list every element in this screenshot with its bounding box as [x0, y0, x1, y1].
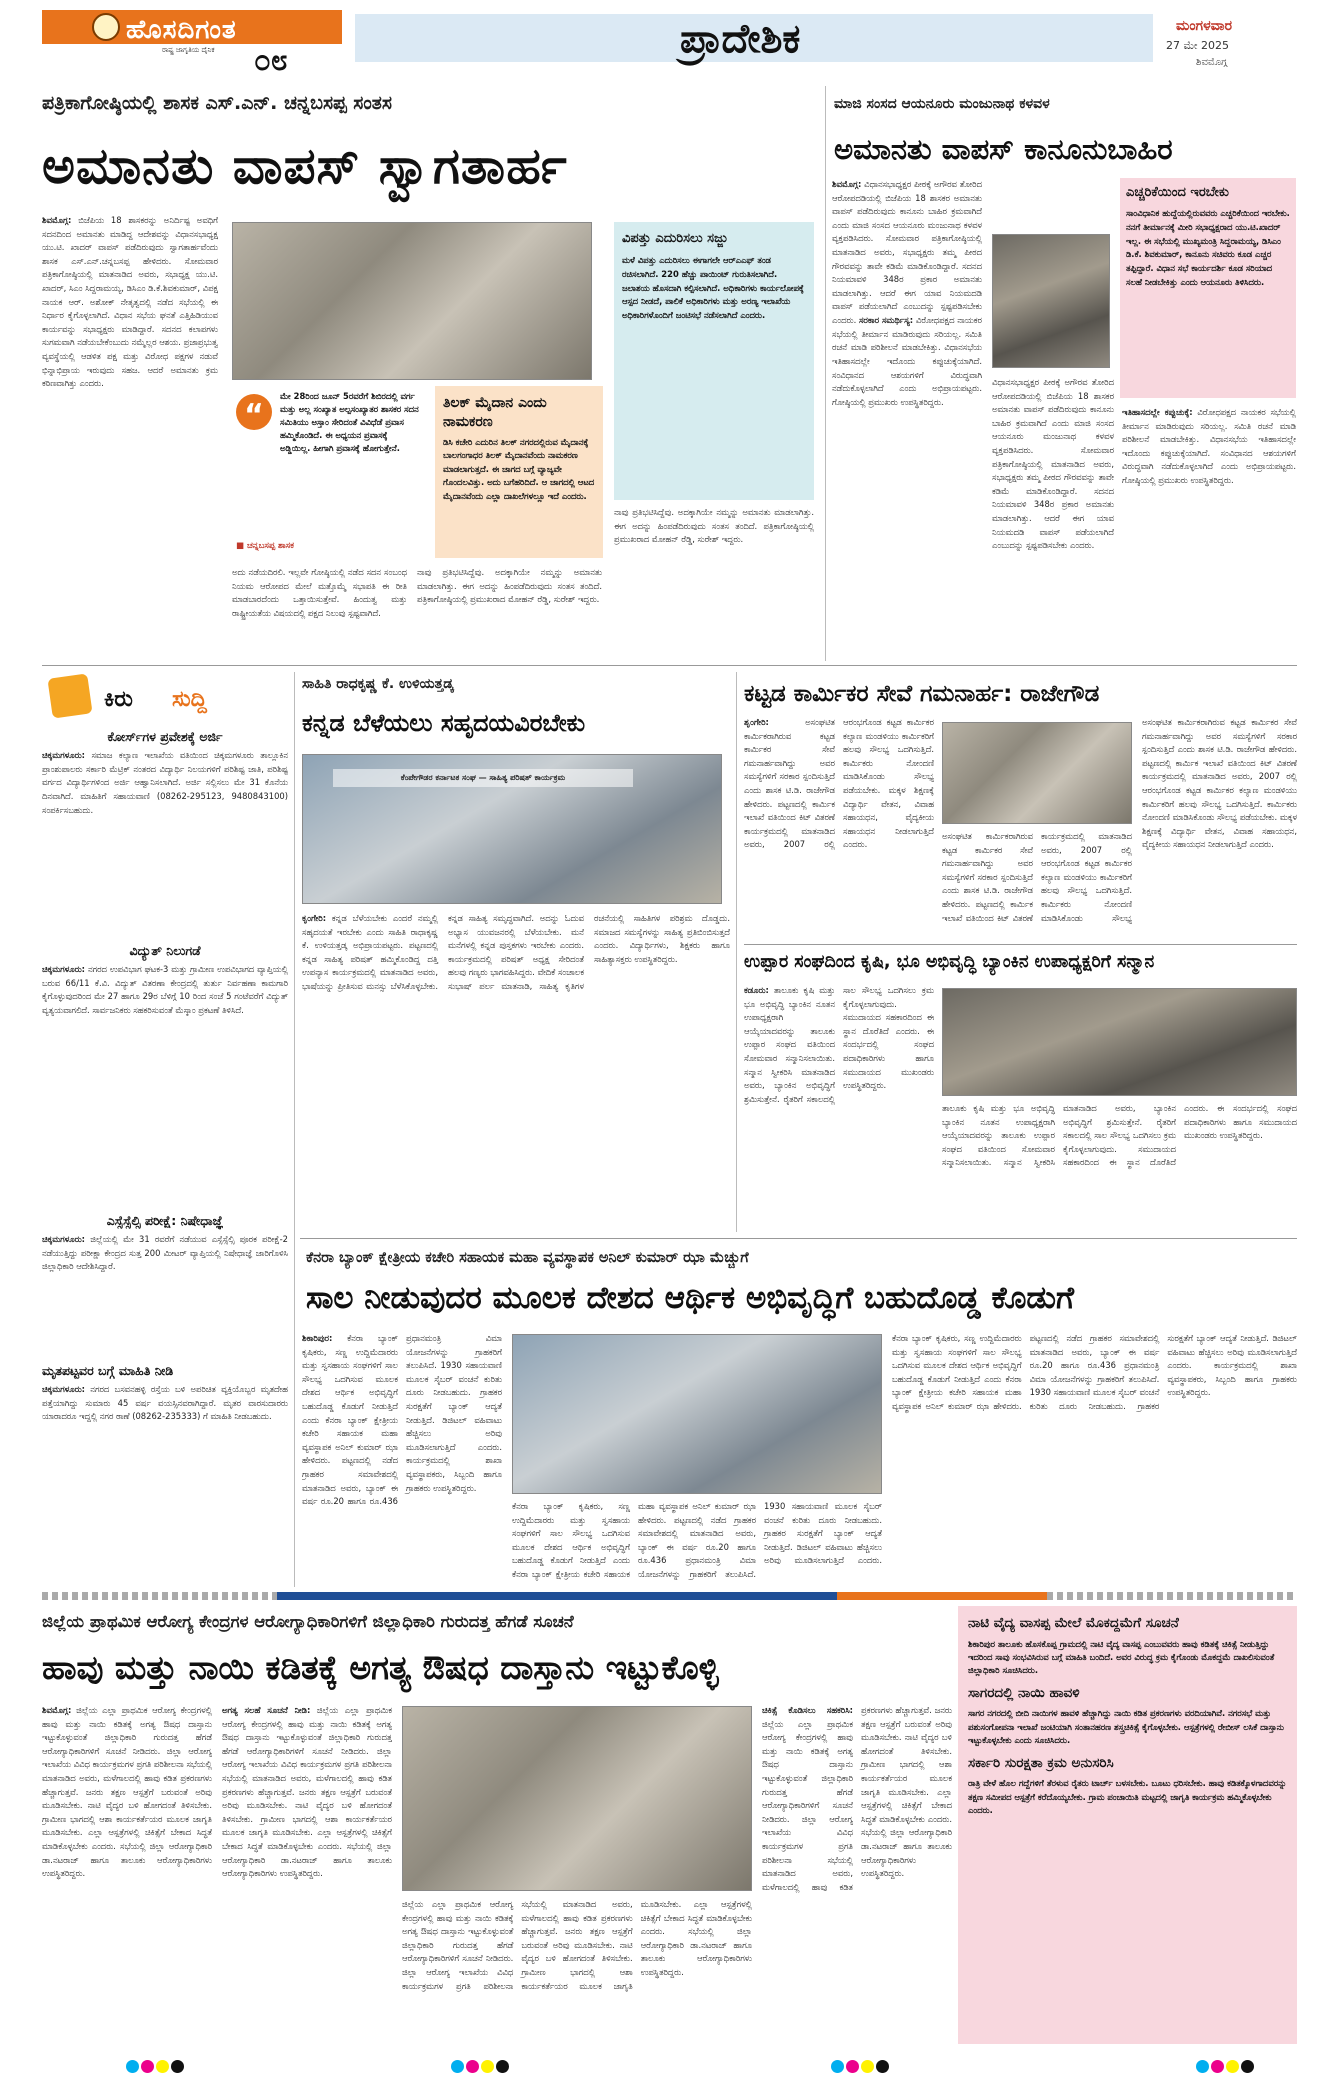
- registration-dot: [846, 2060, 859, 2073]
- story3-banner: ಕೆಂಪೇಗೌಡರ ಕರ್ನಾಟಕ ಸಂಘ — ಸಾಹಿತ್ಯ ಪರಿಷತ್ ಕಾರ್ಯಕ್ರಮ: [333, 769, 633, 787]
- divider-kirusuddi: [294, 672, 295, 1587]
- divider-row1: [42, 665, 1297, 666]
- registration-dot: [1196, 2060, 1209, 2073]
- masthead-tagline: ರಾಷ್ಟ್ರ ಜಾಗೃತಿಯ ದೈನಿಕ: [162, 46, 215, 54]
- story4-body-left: [744, 716, 934, 938]
- story7-body-under: ಜಿಲ್ಲೆಯ ಎಲ್ಲಾ ಪ್ರಾಥಮಿಕ ಆರೋಗ್ಯ ಕೇಂದ್ರಗಳಲ್ಲಿ ಹಾವು ಮತ್ತು ನಾಯಿ ಕಡಿತಕ್ಕೆ ಅಗತ್ಯ ಔಷಧ ದಾಸ್ತಾನು ಇಟ್ಟುಕೊಳ್ಳುವಂತೆ ಜಿಲ್ಲಾಧಿಕಾರಿ ಗುರುದತ್ತ ಹೆಗಡೆ ಆರೋಗ್ಯಾಧಿಕಾರಿಗಳಿಗೆ ಸೂಚನೆ ನೀಡಿದರು. ಜಿಲ್ಲಾ ಆರೋಗ್ಯ ಇಲಾಖೆಯ ವಿವಿಧ ಕಾರ್ಯಕ್ರಮಗಳ ಪ್ರಗತಿ ಪರಿಶೀಲನಾ ಸಭೆಯಲ್ಲಿ ಮಾತನಾಡಿದ ಅವರು, ಮಳೆಗಾಲದಲ್ಲಿ ಹಾವು ಕಡಿತ ಪ್ರಕರಣಗಳು ಹೆಚ್ಚಾಗುತ್ತವೆ. ಜನರು ತಕ್ಷಣ ಆಸ್ಪತ್ರೆಗೆ ಬರುವಂತೆ ಅರಿವು ಮೂಡಿಸಬೇಕು. ನಾಟಿ ವೈದ್ಯರ ಬಳಿ ಹೋಗದಂತೆ ತಿಳಿಸಬೇಕು. ಗ್ರಾಮೀಣ ಭಾಗದಲ್ಲಿ ಆಶಾ ಕಾರ್ಯಕರ್ತೆಯರ ಮೂಲಕ ಜಾಗೃತಿ ಮೂಡಿಸಬೇಕು. ಎಲ್ಲಾ ಆಸ್ಪತ್ರೆಗಳಲ್ಲಿ ಚಿಕಿತ್ಸೆಗೆ ಬೇಕಾದ ಸಿದ್ಧತೆ ಮಾಡಿಕೊಳ್ಳಬೇಕು ಎಂದರು. ಸಭೆಯಲ್ಲಿ ಜಿಲ್ಲಾ ಆರೋಗ್ಯಾಧಿಕಾರಿ ಡಾ.ನಟರಾಜ್ ಹಾಗೂ ತಾಲೂಕು ಆರೋಗ್ಯಾಧಿಕಾರಿಗಳು ಉಪಸ್ಥಿತರಿದ್ದರು.: [402, 1899, 752, 1991]
- story4-body-text: ಅಸಂಘಟಿತ ಕಾರ್ಮಿಕರಾಗಿರುವ ಕಟ್ಟಡ ಕಾರ್ಮಿಕರ ಸೇವೆ ಗಮನಾರ್ಹವಾಗಿದ್ದು ಅವರ ಸಮಸ್ಯೆಗಳಿಗೆ ಸರಕಾರ ಸ್ಪಂದಿಸುತ್ತಿದೆ ಎಂದು ಶಾಸಕ ಟಿ.ಡಿ. ರಾಜೇಗೌಡ ಹೇಳಿದರು. ಪಟ್ಟಣದಲ್ಲಿ ಕಾರ್ಮಿಕ ಇಲಾಖೆ ವತಿಯಿಂದ ಕಿಟ್ ವಿತರಣೆ ಕಾರ್ಯಕ್ರಮದಲ್ಲಿ ಮಾತನಾಡಿದ ಅವರು, 2007 ರಲ್ಲಿ ಆರಂಭಗೊಂಡ ಕಟ್ಟಡ ಕಾರ್ಮಿಕರ ಕಲ್ಯಾಣ ಮಂಡಳಿಯು ಕಾರ್ಮಿಕರಿಗೆ ಹಲವು ಸೌಲಭ್ಯ ಒದಗಿಸುತ್ತಿದೆ. ಕಾರ್ಮಿಕರು ನೋಂದಣಿ ಮಾಡಿಸಿಕೊಂಡು ಸೌಲಭ್ಯ ಪಡೆಯಬೇಕು. ಮಕ್ಕಳ ಶಿಕ್ಷಣಕ್ಕೆ ವಿದ್ಯಾರ್ಥಿ ವೇತನ, ವಿವಾಹ ಸಹಾಯಧನ, ವೈದ್ಯಕೀಯ ಸಹಾಯಧನ ನೀಡಲಾಗುತ್ತಿದೆ ಎಂದರು.: [744, 717, 934, 850]
- story-kannada-beleyalu: [302, 672, 730, 1232]
- kirusuddi-item-body: [42, 1383, 288, 1424]
- story1-pullquote-box: [232, 384, 420, 559]
- story-havu-nayi: [42, 1606, 952, 2046]
- story2-sub2: ಇತಿಹಾಸದಲ್ಲೇ ಕಪ್ಪುಚುಕ್ಕೆ:: [1122, 407, 1193, 417]
- story7-body-text: ಜಿಲ್ಲೆಯ ಎಲ್ಲಾ ಪ್ರಾಥಮಿಕ ಆರೋಗ್ಯ ಕೇಂದ್ರಗಳಲ್ಲಿ ಹಾವು ಮತ್ತು ನಾಯಿ ಕಡಿತಕ್ಕೆ ಅಗತ್ಯ ಔಷಧ ದಾಸ್ತಾನು ಇಟ್ಟುಕೊಳ್ಳುವಂತೆ ಜಿಲ್ಲಾಧಿಕಾರಿ ಗುರುದತ್ತ ಹೆಗಡೆ ಆರೋಗ್ಯಾಧಿಕಾರಿಗಳಿಗೆ ಸೂಚನೆ ನೀಡಿದರು. ಜಿಲ್ಲಾ ಆರೋಗ್ಯ ಇಲಾಖೆಯ ವಿವಿಧ ಕಾರ್ಯಕ್ರಮಗಳ ಪ್ರಗತಿ ಪರಿಶೀಲನಾ ಸಭೆಯಲ್ಲಿ ಮಾತನಾಡಿದ ಅವರು, ಮಳೆಗಾಲದಲ್ಲಿ ಹಾವು ಕಡಿತ ಪ್ರಕರಣಗಳು ಹೆಚ್ಚಾಗುತ್ತವೆ. ಜನರು ತಕ್ಷಣ ಆಸ್ಪತ್ರೆಗೆ ಬರುವಂತೆ ಅರಿವು ಮೂಡಿಸಬೇಕು. ನಾಟಿ ವೈದ್ಯರ ಬಳಿ ಹೋಗದಂತೆ ತಿಳಿಸಬೇಕು. ಗ್ರಾಮೀಣ ಭಾಗದಲ್ಲಿ ಆಶಾ ಕಾರ್ಯಕರ್ತೆಯರ ಮೂಲಕ ಜಾಗೃತಿ ಮೂಡಿಸಬೇಕು. ಎಲ್ಲಾ ಆಸ್ಪತ್ರೆಗಳಲ್ಲಿ ಚಿಕಿತ್ಸೆಗೆ ಬೇಕಾದ ಸಿದ್ಧತೆ ಮಾಡಿಕೊಳ್ಳಬೇಕು ಎಂದರು. ಸಭೆಯಲ್ಲಿ ಜಿಲ್ಲಾ ಆರೋಗ್ಯಾಧಿಕಾರಿ ಡಾ.ನಟರಾಜ್ ಹಾಗೂ ತಾಲೂಕು ಆರೋಗ್ಯಾಧಿಕಾರಿಗಳು ಉಪಸ್ಥಿತರಿದ್ದರು.: [42, 1705, 212, 1879]
- story7-dateline: ಶಿವಮೊಗ್ಗ:: [42, 1705, 72, 1715]
- masthead-date: 27 ಮೇ 2025: [1166, 39, 1230, 52]
- story7-body-col1: [42, 1704, 212, 2044]
- story2-body-col3: [1122, 406, 1296, 656]
- story5-headline: ಉಪ್ಪಾರ ಸಂಘದಿಂದ ಕೃಷಿ, ಭೂ ಅಭಿವೃದ್ಧಿ ಬ್ಯಾಂಕಿನ ಉಪಾಧ್ಯಕ್ಷರಿಗೆ ಸನ್ಮಾನ: [744, 952, 1155, 972]
- kirusuddi-item-text: ನಗರದ ಉಪವಿಭಾಗ ಘಟಕ-3 ಮತ್ತು ಗ್ರಾಮೀಣ ಉಪವಿಭಾಗದ ವ್ಯಾಪ್ತಿಯಲ್ಲಿ ಬರುವ 66/11 ಕೆ.ವಿ. ವಿದ್ಯುತ್ ವಿತರಣಾ ಕೇಂದ್ರದಲ್ಲಿ ತುರ್ತು ನಿರ್ವಹಣಾ ಕಾಮಗಾರಿ ಕೈಗೊಳ್ಳುವುದರಿಂದ ಮೇ 27 ಹಾಗೂ 29ರ ಬೆಳಿಗ್ಗೆ 10 ರಿಂದ ಸಂಜೆ 5 ಗಂಟೆವರೆಗೆ ವಿದ್ಯುತ್ ವ್ಯತ್ಯಯವಾಗಲಿದೆ. ಸಾರ್ವಜನಿಕರು ಸಹಕರಿಸುವಂತೆ ಮೆಸ್ಕಾಂ ಪ್ರಕಟಣೆ ತಿಳಿಸಿದೆ.: [42, 964, 288, 1015]
- story6-body-left: [302, 1332, 502, 1587]
- page-number: ೦೮: [254, 43, 288, 78]
- kirusuddi-item-dateline: ಚಿಕ್ಕಮಗಳೂರು:: [42, 1384, 86, 1395]
- story3-photo: [302, 754, 722, 904]
- story7-photo: [402, 1706, 752, 1891]
- story4-photo: [942, 722, 1132, 824]
- story2-alert-title: ಎಚ್ಚರಿಕೆಯಿಂದ ಇರಬೇಕು: [1126, 185, 1229, 200]
- masthead-day: ಮಂಗಳವಾರ: [1176, 18, 1233, 34]
- story2-portrait: [992, 234, 1110, 368]
- sidebar-body2: ಸಾಗರ ನಗರದಲ್ಲಿ ಬೀದಿ ನಾಯಿಗಳ ಹಾವಳಿ ಹೆಚ್ಚಾಗಿದ್ದು ನಾಯಿ ಕಡಿತ ಪ್ರಕರಣಗಳು ವರದಿಯಾಗಿವೆ. ನಗರಸಭೆ ಮತ್ತು ಪಶುಸಂಗೋಪನಾ ಇಲಾಖೆ ಜಂಟಿಯಾಗಿ ಸಂತಾನಹರಣ ಶಸ್ತ್ರಚಿಕಿತ್ಸೆ ಕೈಗೊಳ್ಳಬೇಕು. ಆಸ್ಪತ್ರೆಗಳಲ್ಲಿ ರೇಬೀಸ್ ಲಸಿಕೆ ದಾಸ್ತಾನು ಇಟ್ಟುಕೊಳ್ಳಬೇಕು ಎಂದು ಸೂಚಿಸಿದರು.: [968, 1708, 1284, 1746]
- story-amanatu-swagatarha: [42, 86, 817, 661]
- kirusuddi-item-body: [42, 963, 288, 1017]
- registration-dot: [1226, 2060, 1239, 2073]
- story3-headline: ಕನ್ನಡ ಬೆಳೆಯಲು ಸಹೃದಯವಿರಬೇಕು: [302, 709, 586, 737]
- story7-sub1: ಅಗತ್ಯ ಸಲಹೆ ಸೂಚನೆ ನೀಡಿ:: [222, 1705, 311, 1715]
- story-uppara-sangha: [744, 948, 1297, 1232]
- story1-pullquote-author-text: ಚನ್ನಬಸಪ್ಪ ಶಾಸಕ: [247, 541, 295, 551]
- kirusuddi-item: [42, 728, 288, 928]
- kirusuddi-item: [42, 942, 288, 1202]
- masthead-logo-emblem-icon: [92, 13, 120, 41]
- sidebar-sub2: ಸರ್ಕಾರಿ ಸುರಕ್ಷತಾ ಕ್ರಮ ಅನುಸರಿಸಿ: [968, 1754, 1114, 1771]
- story7-kicker: ಜಿಲ್ಲೆಯ ಪ್ರಾಥಮಿಕ ಆರೋಗ್ಯ ಕೇಂದ್ರಗಳ ಆರೋಗ್ಯಾಧಿಕಾರಿಗಳಿಗೆ ಜಿಲ್ಲಾಧಿಕಾರಿ ಗುರುದತ್ತ ಹೆಗಡೆ ಸೂಚನೆ: [42, 1612, 574, 1631]
- story3-body: [302, 912, 730, 1230]
- registration-marks-right: [1195, 2060, 1255, 2078]
- story2-body2-text: ವಿರೋಧಪಕ್ಷದ ನಾಯಕರ ಸಭೆಯಲ್ಲಿ ತೀರ್ಮಾನ ಮಾಡಿರುವುದು ಸರಿಯಲ್ಲ. ಸಮಿತಿ ರಚನೆ ಮಾಡಿ ಪರಿಶೀಲನೆ ಮಾಡಬೇಕಿತ್ತು. ವಿಧಾನಸಭೆಯ ಇತಿಹಾಸದಲ್ಲೇ ಇದೊಂದು ಕಪ್ಪುಚುಕ್ಕೆಯಾಗಿದೆ. ಸಂವಿಧಾನದ ಆಶಯಗಳಿಗೆ ವಿರುದ್ಧವಾಗಿ ನಡೆದುಕೊಳ್ಳಲಾಗಿದೆ ಎಂದು ಅಭಿಪ್ರಾಯಪಟ್ಟರು. ಗೋಷ್ಠಿಯಲ್ಲಿ ಪ್ರಮುಖರು ಉಪಸ್ಥಿತರಿದ್ದರು.: [832, 315, 982, 407]
- kirusuddi-item-title: ಎಸ್ಸೆಸ್ಸೆಲ್ಸಿ ಪರೀಕ್ಷೆ: ನಿಷೇಧಾಜ್ಞೆ: [106, 1213, 224, 1228]
- sidebar-nati-vaidya: [958, 1606, 1297, 2044]
- divider-top: [825, 86, 826, 661]
- story5-body-text: ತಾಲೂಕು ಕೃಷಿ ಮತ್ತು ಭೂ ಅಭಿವೃದ್ಧಿ ಬ್ಯಾಂಕಿನ ನೂತನ ಉಪಾಧ್ಯಕ್ಷರಾಗಿ ಆಯ್ಕೆಯಾದವರನ್ನು ತಾಲೂಕು ಉಪ್ಪಾರ ಸಂಘದ ವತಿಯಿಂದ ಸೋಮವಾರ ಸನ್ಮಾನಿಸಲಾಯಿತು. ಸನ್ಮಾನ ಸ್ವೀಕರಿಸಿ ಮಾತನಾಡಿದ ಅವರು, ಬ್ಯಾಂಕಿನ ಅಭಿವೃದ್ಧಿಗೆ ಶ್ರಮಿಸುತ್ತೇನೆ. ರೈತರಿಗೆ ಸಕಾಲದಲ್ಲಿ ಸಾಲ ಸೌಲಭ್ಯ ಒದಗಿಸಲು ಕ್ರಮ ಕೈಗೊಳ್ಳಲಾಗುವುದು. ಸಮುದಾಯದ ಸಹಕಾರದಿಂದ ಈ ಸ್ಥಾನ ದೊರೆತಿದೆ ಎಂದರು. ಈ ಸಂದರ್ಭದಲ್ಲಿ ಸಂಘದ ಪದಾಧಿಕಾರಿಗಳು ಹಾಗೂ ಸಮುದಾಯದ ಮುಖಂಡರು ಉಪಸ್ಥಿತರಿದ್ದರು.: [744, 985, 934, 1104]
- story2-alert-body: ಸಾಂವಿಧಾನಿಕ ಹುದ್ದೆಯಲ್ಲಿರುವವರು ಎಚ್ಚರಿಕೆಯಿಂದ ಇರಬೇಕು. ನನಗೆ ತೀರ್ಮಾನಕ್ಕೆ ಮೀರಿ ಸಭಾಧ್ಯಕ್ಷರಾದ ಯು.ಟಿ.ಖಾದರ್ ಇಲ್ಲ. ಈ ಸಭೆಯಲ್ಲಿ ಮುಖ್ಯಮಂತ್ರಿ ಸಿದ್ದರಾಮಯ್ಯ, ಡಿಸಿಎಂ ಡಿ.ಕೆ. ಶಿವಕುಮಾರ್, ಕಾನೂನು ಸಚಿವರು ಕೂಡ ಎಚ್ಚರ ತಪ್ಪಿದ್ದಾರೆ. ವಿಧಾನ ಸಭೆ ಕಾರ್ಯದರ್ಶಿ ಕೂಡ ಸರಿಯಾದ ಸಲಹೆ ನೀಡಬೇಕಿತ್ತು ಎಂದು ಆಯನೂರು ತಿಳಿಸಿದರು.: [1126, 207, 1290, 288]
- story6-photo: [512, 1334, 882, 1494]
- story1-body-col4: ನಾವು ಪ್ರತಿಭಟಿಸಿದ್ದೆವು. ಅದಕ್ಕಾಗಿಯೇ ನಮ್ಮನ್ನು ಅಮಾನತು ಮಾಡಲಾಗಿತ್ತು. ಈಗ ಅದನ್ನು ಹಿಂಪಡೆದಿರುವುದು ಸಂತಸ ತಂದಿದೆ. ಪತ್ರಿಕಾಗೋಷ್ಠಿಯಲ್ಲಿ ಪ್ರಮುಖರಾದ ಮೋಹನ್ ರೆಡ್ಡಿ, ಸುರೇಶ್ ಇದ್ದರು.: [614, 507, 814, 545]
- registration-dot: [451, 2060, 464, 2073]
- sidebar-title: ನಾಟಿ ವೈದ್ಯ ವಾಸಪ್ಪ ಮೇಲೆ ಮೊಕದ್ದಮೆಗೆ ಸೂಚನೆ: [968, 1615, 1179, 1631]
- story5-body-left: [744, 984, 934, 1228]
- story1-info-body: ಮಳೆ ವಿಪತ್ತು ಎದುರಿಸಲು ಈಗಾಗಲೇ ಆರ್‌ಎಎಫ್ ತಂಡ ರಚಿಸಲಾಗಿದೆ. 220 ಹೆಚ್ಚು ಪಾಯಿಂಟ್ ಗುರುತಿಸಲಾಗಿದೆ. ಜಲಾಶಯ ಹೊಸದಾಗಿ ಕಲ್ಪಿಸಲಾಗಿದೆ. ಅಧಿಕಾರಿಗಳು ಕಾರ್ಯಲೋಪಕ್ಕೆ ಆಸ್ಪದ ನೀಡದೆ, ಪಾಲಿಕೆ ಅಧಿಕಾರಿಗಳು ಮತ್ತು ಅರಣ್ಯ ಇಲಾಖೆಯ ಅಧಿಕಾರಿಗಳೊಂದಿಗೆ ಜಂಟಿಸಭೆ ನಡೆಸಲಾಗಿದೆ ಎಂದರು.: [622, 254, 804, 321]
- story2-alert-box: [1120, 178, 1296, 398]
- kirusuddi-label-prefix: ಕಿರು: [104, 687, 133, 712]
- section-title: ಪ್ರಾದೇಶಿಕ: [680, 16, 801, 62]
- story2-body-col2: [992, 376, 1114, 656]
- separator-bar: [42, 1592, 1297, 1600]
- story7-headline: ಹಾವು ಮತ್ತು ನಾಯಿ ಕಡಿತಕ್ಕೆ ಅಗತ್ಯ ಔಷಧ ದಾಸ್ತಾನು ಇಟ್ಟುಕೊಳ್ಳಿ: [42, 1648, 719, 1687]
- story1-body-col2: ಅದು ನಡೆಯದಿರಲಿ. ಇಲ್ಲವೇ ಗೋಷ್ಠಿಯಲ್ಲಿ ನಡೆದ ಸದನ ಸಂಬಂಧ ನಿಯಮ ಆರೋಪದ ಮೇಲೆ ಮತ್ತೊಮ್ಮೆ ಸಭಾಪತಿ ಈ ರೀತಿ ಮಾಡಬಾರದೆಂದು ಒತ್ತಾಯಿಸುತ್ತೇವೆ. ಹಿಂದುತ್ವ ಮತ್ತು ರಾಷ್ಟ್ರೀಯತೆಯ ವಿಷಯದಲ್ಲಿ ಪಕ್ಷದ ನಿಲುವು ಸ್ಪಷ್ಟವಾಗಿದೆ.: [232, 567, 407, 618]
- registration-dot: [156, 2060, 169, 2073]
- story2-headline: ಅಮಾನತು ವಾಪಸ್ ಕಾನೂನುಬಾಹಿರ: [834, 132, 1173, 166]
- separator-dashes-right: [1047, 1592, 1297, 1600]
- story7-body-col5: [762, 1704, 952, 2044]
- story2-sub1: ಸರಕಾರ ಸಮರ್ಥಿಸ್ಯ:: [858, 315, 914, 326]
- story1-info-box: [614, 222, 814, 500]
- story1-body-col1: [42, 214, 218, 654]
- registration-dot: [481, 2060, 494, 2073]
- story7-body-col2: [222, 1704, 392, 2044]
- story2-body-text: ವಿಧಾನಸಭಾಧ್ಯಕ್ಷರ ಪೀಠಕ್ಕೆ ಅಗೌರವ ತೋರಿದ ಆರೋಪದಡಿಯಲ್ಲಿ ಬಿಜೆಪಿಯ 18 ಶಾಸಕರ ಅಮಾನತು ವಾಪಸ್ ಪಡೆದಿರುವುದು ಕಾನೂನು ಬಾಹಿರ ಕ್ರಮವಾಗಿದೆ ಎಂದು ಮಾಜಿ ಸಂಸದ ಆಯನೂರು ಮಂಜುನಾಥ ಕಳವಳ ವ್ಯಕ್ತಪಡಿಸಿದರು. ಸೋಮವಾರ ಪತ್ರಿಕಾಗೋಷ್ಠಿಯಲ್ಲಿ ಮಾತನಾಡಿದ ಅವರು, ಸಭಾಧ್ಯಕ್ಷರು ತಮ್ಮ ಪೀಠದ ಗೌರವವನ್ನು ತಾವೇ ಕಡಿಮೆ ಮಾಡಿಕೊಂಡಿದ್ದಾರೆ. ಸದನದ ನಿಯಮಾವಳಿ 348ರ ಪ್ರಕಾರ ಅಮಾನತು ಮಾಡಲಾಗಿತ್ತು. ಆದರೆ ಈಗ ಯಾವ ನಿಯಮದಡಿ ವಾಪಸ್ ಪಡೆಯಲಾಗಿದೆ ಎಂಬುದನ್ನು ಸ್ಪಷ್ಟಪಡಿಸಬೇಕು ಎಂದರು.: [832, 179, 982, 326]
- story1-body-col3: ನಾವು ಪ್ರತಿಭಟಿಸಿದ್ದೆವು. ಅದಕ್ಕಾಗಿಯೇ ನಮ್ಮನ್ನು ಅಮಾನತು ಮಾಡಲಾಗಿತ್ತು. ಈಗ ಅದನ್ನು ಹಿಂಪಡೆದಿರುವುದು ಸಂತಸ ತಂದಿದೆ. ಪತ್ರಿಕಾಗೋಷ್ಠಿಯಲ್ಲಿ ಪ್ರಮುಖರಾದ ಮೋಹನ್ ರೆಡ್ಡಿ, ಸುರೇಶ್ ಇದ್ದರು.: [417, 567, 602, 605]
- kirusuddi-item-title: ವಿದ್ಯುತ್ ನಿಲುಗಡೆ: [129, 943, 201, 958]
- story1-photo: [232, 222, 592, 380]
- kirusuddi-header: [42, 672, 288, 722]
- story1-sidebox-body: ಡಿಸಿ ಕಚೇರಿ ಎದುರಿನ ತಿಲಕ್ ನಗರದಲ್ಲಿರುವ ಮೈದಾನಕ್ಕೆ ಬಾಲಗಂಗಾಧರ ತಿಲಕ್ ಮೈದಾನವೆಂದು ನಾಮಕರಣ ಮಾಡಲಾಗುತ್ತದೆ. ಈ ಜಾಗದ ಬಗ್ಗೆ ವ್ಯಾಜ್ಯವೇ ಗೊಂದಲವಿತ್ತು. ಅದು ಬಗೆಹರಿದಿದೆ. ಆ ಜಾಗದಲ್ಲಿ ಆಟದ ಮೈದಾನವೆಂದು ಎಲ್ಲಾ ದಾಖಲೆಗಳಲ್ಲೂ ಇದೆ ಎಂದರು.: [443, 436, 595, 501]
- story1-dateline: ಶಿವಮೊಗ್ಗ:: [42, 215, 72, 225]
- story1-headline: ಅಮಾನತು ವಾಪಸ್ ಸ್ವಾಗತಾರ್ಹ: [42, 137, 568, 195]
- story5-dateline: ಕಡೂರು:: [744, 985, 769, 995]
- story-canara-bank: [302, 1244, 1297, 1589]
- kirusuddi-item-dateline: ಚಿಕ್ಕಮಗಳೂರು:: [42, 964, 86, 975]
- story7-sub2: ಚಿಕಿತ್ಸೆ ಕೊಡಿಸಲು ಸಹಕರಿಸಿ:: [762, 1705, 853, 1715]
- story2-dateline: ಶಿವಮೊಗ್ಗ:: [832, 179, 862, 189]
- story6-dateline: ಶಿಕಾರಿಪುರ:: [302, 1333, 333, 1343]
- registration-dot: [1241, 2060, 1254, 2073]
- kirusuddi-item-body: [42, 1233, 288, 1274]
- divider-mid: [736, 672, 737, 1232]
- story-kattada-karmikara: [744, 672, 1297, 940]
- story1-info-title: ವಿಪತ್ತು ಎದುರಿಸಲು ಸಜ್ಜು: [622, 231, 728, 246]
- story-amanatu-kanoonubahira: [832, 86, 1297, 661]
- story2-body-col3-text: ವಿರೋಧಪಕ್ಷದ ನಾಯಕರ ಸಭೆಯಲ್ಲಿ ತೀರ್ಮಾನ ಮಾಡಿರುವುದು ಸರಿಯಲ್ಲ. ಸಮಿತಿ ರಚನೆ ಮಾಡಿ ಪರಿಶೀಲನೆ ಮಾಡಬೇಕಿತ್ತು. ವಿಧಾನಸಭೆಯ ಇತಿಹಾಸದಲ್ಲೇ ಇದೊಂದು ಕಪ್ಪುಚುಕ್ಕೆಯಾಗಿದೆ. ಸಂವಿಧಾನದ ಆಶಯಗಳಿಗೆ ವಿರುದ್ಧವಾಗಿ ನಡೆದುಕೊಳ್ಳಲಾಗಿದೆ ಎಂದು ಅಭಿಪ್ರಾಯಪಟ್ಟರು. ಗೋಷ್ಠಿಯಲ್ಲಿ ಪ್ರಮುಖರು ಉಪಸ್ಥಿತರಿದ್ದರು.: [1122, 407, 1296, 486]
- registration-dot: [126, 2060, 139, 2073]
- story4-body-right: ಅಸಂಘಟಿತ ಕಾರ್ಮಿಕರಾಗಿರುವ ಕಟ್ಟಡ ಕಾರ್ಮಿಕರ ಸೇವೆ ಗಮನಾರ್ಹವಾಗಿದ್ದು ಅವರ ಸಮಸ್ಯೆಗಳಿಗೆ ಸರಕಾರ ಸ್ಪಂದಿಸುತ್ತಿದೆ ಎಂದು ಶಾಸಕ ಟಿ.ಡಿ. ರಾಜೇಗೌಡ ಹೇಳಿದರು. ಪಟ್ಟಣದಲ್ಲಿ ಕಾರ್ಮಿಕ ಇಲಾಖೆ ವತಿಯಿಂದ ಕಿಟ್ ವಿತರಣೆ ಕಾರ್ಯಕ್ರಮದಲ್ಲಿ ಮಾತನಾಡಿದ ಅವರು, 2007 ರಲ್ಲಿ ಆರಂಭಗೊಂಡ ಕಟ್ಟಡ ಕಾರ್ಮಿಕರ ಕಲ್ಯಾಣ ಮಂಡಳಿಯು ಕಾರ್ಮಿಕರಿಗೆ ಹಲವು ಸೌಲಭ್ಯ ಒದಗಿಸುತ್ತಿದೆ. ಕಾರ್ಮಿಕರು ನೋಂದಣಿ ಮಾಡಿಸಿಕೊಂಡು ಸೌಲಭ್ಯ ಪಡೆಯಬೇಕು. ಮಕ್ಕಳ ಶಿಕ್ಷಣಕ್ಕೆ ವಿದ್ಯಾರ್ಥಿ ವೇತನ, ವಿವಾಹ ಸಹಾಯಧನ, ವೈದ್ಯಕೀಯ ಸಹಾಯಧನ ನೀಡಲಾಗುತ್ತಿದೆ ಎಂದರು.: [1142, 717, 1297, 850]
- story6-body-text: ಕೆನರಾ ಬ್ಯಾಂಕ್ ಕೃಷಿಕರು, ಸಣ್ಣ ಉದ್ದಿಮೆದಾರರು ಮತ್ತು ಸ್ವಸಹಾಯ ಸಂಘಗಳಿಗೆ ಸಾಲ ಸೌಲಭ್ಯ ಒದಗಿಸುವ ಮೂಲಕ ದೇಶದ ಆರ್ಥಿಕ ಅಭಿವೃದ್ಧಿಗೆ ಬಹುದೊಡ್ಡ ಕೊಡುಗೆ ನೀಡುತ್ತಿದೆ ಎಂದು ಕೆನರಾ ಬ್ಯಾಂಕ್ ಕ್ಷೇತ್ರೀಯ ಕಚೇರಿ ಸಹಾಯಕ ಮಹಾ ವ್ಯವಸ್ಥಾಪಕ ಅನಿಲ್ ಕುಮಾರ್ ಝಾ ಹೇಳಿದರು. ಪಟ್ಟಣದಲ್ಲಿ ನಡೆದ ಗ್ರಾಹಕರ ಸಮಾವೇಶದಲ್ಲಿ ಮಾತನಾಡಿದ ಅವರು, ಬ್ಯಾಂಕ್ ಈ ವರ್ಷ ರೂ.20 ಹಾಗೂ ರೂ.436 ಪ್ರಧಾನಮಂತ್ರಿ ವಿಮಾ ಯೋಜನೆಗಳನ್ನು ಗ್ರಾಹಕರಿಗೆ ತಲುಪಿಸಿದೆ. 1930 ಸಹಾಯವಾಣಿ ಮೂಲಕ ಸೈಬರ್ ವಂಚನೆ ಕುರಿತು ದೂರು ನೀಡಬಹುದು. ಗ್ರಾಹಕರ ಸುರಕ್ಷತೆಗೆ ಬ್ಯಾಂಕ್ ಆದ್ಯತೆ ನೀಡುತ್ತಿದೆ. ಡಿಜಿಟಲ್ ವಹಿವಾಟು ಹೆಚ್ಚಿಸಲು ಅರಿವು ಮೂಡಿಸಲಾಗುತ್ತಿದೆ ಎಂದರು. ಕಾರ್ಯಕ್ರಮದಲ್ಲಿ ಶಾಖಾ ವ್ಯವಸ್ಥಾಪಕರು, ಸಿಬ್ಬಂದಿ ಹಾಗೂ ಗ್ರಾಹಕರು ಉಪಸ್ಥಿತರಿದ್ದರು.: [302, 1333, 502, 1507]
- story4-headline: ಕಟ್ಟಡ ಕಾರ್ಮಿಕರ ಸೇವೆ ಗಮನಾರ್ಹ: ರಾಜೇಗೌಡ: [744, 681, 1100, 707]
- sidebar-sub1: ಸಾಗರದಲ್ಲಿ ನಾಯಿ ಹಾವಳಿ: [968, 1684, 1080, 1701]
- masthead-city: ಶಿವಮೊಗ್ಗ: [1196, 57, 1228, 68]
- kirusuddi-item-title: ಕೋರ್ಸ್‌ಗಳ ಪ್ರವೇಶಕ್ಕೆ ಅರ್ಜಿ: [107, 729, 223, 744]
- story7-body-col2-text: ಜಿಲ್ಲೆಯ ಎಲ್ಲಾ ಪ್ರಾಥಮಿಕ ಆರೋಗ್ಯ ಕೇಂದ್ರಗಳಲ್ಲಿ ಹಾವು ಮತ್ತು ನಾಯಿ ಕಡಿತಕ್ಕೆ ಅಗತ್ಯ ಔಷಧ ದಾಸ್ತಾನು ಇಟ್ಟುಕೊಳ್ಳುವಂತೆ ಜಿಲ್ಲಾಧಿಕಾರಿ ಗುರುದತ್ತ ಹೆಗಡೆ ಆರೋಗ್ಯಾಧಿಕಾರಿಗಳಿಗೆ ಸೂಚನೆ ನೀಡಿದರು. ಜಿಲ್ಲಾ ಆರೋಗ್ಯ ಇಲಾಖೆಯ ವಿವಿಧ ಕಾರ್ಯಕ್ರಮಗಳ ಪ್ರಗತಿ ಪರಿಶೀಲನಾ ಸಭೆಯಲ್ಲಿ ಮಾತನಾಡಿದ ಅವರು, ಮಳೆಗಾಲದಲ್ಲಿ ಹಾವು ಕಡಿತ ಪ್ರಕರಣಗಳು ಹೆಚ್ಚಾಗುತ್ತವೆ. ಜನರು ತಕ್ಷಣ ಆಸ್ಪತ್ರೆಗೆ ಬರುವಂತೆ ಅರಿವು ಮೂಡಿಸಬೇಕು. ನಾಟಿ ವೈದ್ಯರ ಬಳಿ ಹೋಗದಂತೆ ತಿಳಿಸಬೇಕು. ಗ್ರಾಮೀಣ ಭಾಗದಲ್ಲಿ ಆಶಾ ಕಾರ್ಯಕರ್ತೆಯರ ಮೂಲಕ ಜಾಗೃತಿ ಮೂಡಿಸಬೇಕು. ಎಲ್ಲಾ ಆಸ್ಪತ್ರೆಗಳಲ್ಲಿ ಚಿಕಿತ್ಸೆಗೆ ಬೇಕಾದ ಸಿದ್ಧತೆ ಮಾಡಿಕೊಳ್ಳಬೇಕು ಎಂದರು. ಸಭೆಯಲ್ಲಿ ಜಿಲ್ಲಾ ಆರೋಗ್ಯಾಧಿಕಾರಿ ಡಾ.ನಟರಾಜ್ ಹಾಗೂ ತಾಲೂಕು ಆರೋಗ್ಯಾಧಿಕಾರಿಗಳು ಉಪಸ್ಥಿತರಿದ್ದರು.: [222, 1705, 392, 1879]
- separator-orange: [837, 1592, 1047, 1600]
- story1-sidebox: [435, 386, 603, 558]
- kirusuddi-item-text: ಸಮಾಜ ಕಲ್ಯಾಣ ಇಲಾಖೆಯ ವತಿಯಿಂದ ಚಿಕ್ಕಮಗಳೂರು ತಾಲ್ಲೂಕಿನ ಪ್ರಾಂಶುಪಾಲರು ಸರ್ಕಾರಿ ಮೆಟ್ರಿಕ್ ನಂತರದ ವಿದ್ಯಾರ್ಥಿ ನಿಲಯಗಳಿಗೆ ಪರಿಶಿಷ್ಟ ಜಾತಿ, ಪರಿಶಿಷ್ಟ ವರ್ಗದ ವಿದ್ಯಾರ್ಥಿಗಳಿಂದ ಅರ್ಜಿ ಆಹ್ವಾನಿಸಲಾಗಿದೆ. ಅರ್ಜಿ ಸಲ್ಲಿಸಲು ಮೇ 31 ಕೊನೆಯ ದಿನವಾಗಿದೆ. ಮಾಹಿತಿಗೆ ಸಹಾಯವಾಣಿ (08262-295123, 9480843100) ಸಂಪರ್ಕಿಸಬಹುದು.: [42, 750, 288, 815]
- registration-marks-center1: [450, 2060, 510, 2078]
- kirusuddi-item-text: ನಗರದ ಬಸವನಹಳ್ಳಿ ರಸ್ತೆಯ ಬಳಿ ಅಪರಿಚಿತ ವ್ಯಕ್ತಿಯೊಬ್ಬರ ಮೃತದೇಹ ಪತ್ತೆಯಾಗಿದ್ದು ಸುಮಾರು 45 ವರ್ಷ ವಯಸ್ಸಿನವರಾಗಿದ್ದಾರೆ. ಮೃತರ ವಾರಸುದಾರರು ಯಾರಾದರೂ ಇದ್ದಲ್ಲಿ ನಗರ ಠಾಣೆ (08262-235333) ಗೆ ಮಾಹಿತಿ ನೀಡಬಹುದು.: [42, 1384, 288, 1422]
- story5-body-under: ತಾಲೂಕು ಕೃಷಿ ಮತ್ತು ಭೂ ಅಭಿವೃದ್ಧಿ ಬ್ಯಾಂಕಿನ ನೂತನ ಉಪಾಧ್ಯಕ್ಷರಾಗಿ ಆಯ್ಕೆಯಾದವರನ್ನು ತಾಲೂಕು ಉಪ್ಪಾರ ಸಂಘದ ವತಿಯಿಂದ ಸೋಮವಾರ ಸನ್ಮಾನಿಸಲಾಯಿತು. ಸನ್ಮಾನ ಸ್ವೀಕರಿಸಿ ಮಾತನಾಡಿದ ಅವರು, ಬ್ಯಾಂಕಿನ ಅಭಿವೃದ್ಧಿಗೆ ಶ್ರಮಿಸುತ್ತೇನೆ. ರೈತರಿಗೆ ಸಕಾಲದಲ್ಲಿ ಸಾಲ ಸೌಲಭ್ಯ ಒದಗಿಸಲು ಕ್ರಮ ಕೈಗೊಳ್ಳಲಾಗುವುದು. ಸಮುದಾಯದ ಸಹಕಾರದಿಂದ ಈ ಸ್ಥಾನ ದೊರೆತಿದೆ ಎಂದರು. ಈ ಸಂದರ್ಭದಲ್ಲಿ ಸಂಘದ ಪದಾಧಿಕಾರಿಗಳು ಹಾಗೂ ಸಮುದಾಯದ ಮುಖಂಡರು ಉಪಸ್ಥಿತರಿದ್ದರು.: [942, 1103, 1297, 1168]
- kirusuddi-column: [42, 672, 288, 1592]
- kirusuddi-item-text: ಜಿಲ್ಲೆಯಲ್ಲಿ ಮೇ 31 ರವರೆಗೆ ನಡೆಯುವ ಎಸ್ಸೆಸ್ಸೆಲ್ಸಿ ಪೂರಕ ಪರೀಕ್ಷೆ-2 ನಡೆಯುತ್ತಿದ್ದು ಪರೀಕ್ಷಾ ಕೇಂದ್ರದ ಸುತ್ತ 200 ಮೀಟರ್ ವ್ಯಾಪ್ತಿಯಲ್ಲಿ ನಿಷೇಧಾಜ್ಞೆ ಜಾರಿಗೊಳಿಸಿ ಜಿಲ್ಲಾಧಿಕಾರಿ ಆದೇಶಿಸಿದ್ದಾರೆ.: [42, 1234, 288, 1272]
- story6-headline: ಸಾಲ ನೀಡುವುದರ ಮೂಲಕ ದೇಶದ ಆರ್ಥಿಕ ಅಭಿವೃದ್ಧಿಗೆ ಬಹುದೊಡ್ಡ ಕೊಡುಗೆ: [306, 1280, 1075, 1316]
- registration-marks-center2: [830, 2060, 890, 2078]
- megaphone-icon: [47, 673, 92, 718]
- story5-photo: [942, 988, 1297, 1096]
- story4-dateline: ಶೃಂಗೇರಿ:: [744, 717, 769, 727]
- kirusuddi-label-suffix: ಸುದ್ದಿ: [172, 687, 207, 712]
- registration-dot: [831, 2060, 844, 2073]
- story1-body-col1-text: ಬಿಜೆಪಿಯ 18 ಶಾಸಕರನ್ನು ಅನಿರ್ದಿಷ್ಟ ಅವಧಿಗೆ ಸದನದಿಂದ ಅಮಾನತು ಮಾಡಿದ್ದ ಆದೇಶವನ್ನು ವಿಧಾನಸಭಾಧ್ಯಕ್ಷ ಯು.ಟಿ. ಖಾದರ್ ವಾಪಸ್ ಪಡೆದಿರುವುದು ಸ್ವಾಗತಾರ್ಹವೆಂದು ಶಾಸಕ ಎಸ್.ಎನ್.ಚನ್ನಬಸಪ್ಪ ಹೇಳಿದರು. ಸೋಮವಾರ ಪತ್ರಿಕಾಗೋಷ್ಠಿಯಲ್ಲಿ ಮಾತನಾಡಿದ ಅವರು, ಸಭಾಧ್ಯಕ್ಷ ಯು.ಟಿ. ಖಾದರ್, ಸಿಎಂ ಸಿದ್ದರಾಮಯ್ಯ, ಡಿಸಿಎಂ ಡಿ.ಕೆ.ಶಿವಕುಮಾರ್, ವಿಪಕ್ಷ ನಾಯಕ ಆರ್. ಅಶೋಕ್ ನೇತೃತ್ವದಲ್ಲಿ ನಡೆದ ಸಭೆಯಲ್ಲಿ ಈ ನಿರ್ಧಾರ ಕೈಗೊಳ್ಳಲಾಗಿದೆ. ವಿಧಾನ ಸಭೆಯ ಘನತೆ ಎತ್ತಿಹಿಡಿಯುವ ಕಾರ್ಯವನ್ನು ಸಭಾಧ್ಯಕ್ಷರು ಮಾಡಿದ್ದಾರೆ. ಸದನದ ಕಲಾಪಗಳು ಸುಗಮವಾಗಿ ನಡೆಯಬೇಕೆಂಬುದು ನಮ್ಮೆಲ್ಲರ ಆಶಯ. ಪ್ರಜಾಪ್ರಭುತ್ವ ವ್ಯವಸ್ಥೆಯಲ್ಲಿ ಆಡಳಿತ ಪಕ್ಷ ಮತ್ತು ವಿರೋಧ ಪಕ್ಷಗಳ ನಡುವೆ ಭಿನ್ನಾಭಿಪ್ರಾಯ ಇರುವುದು ಸಹಜ. ಆದರೆ ಅಮಾನತು ಕ್ರಮ ಕಠಿಣವಾಗಿತ್ತು ಎಂದರು.: [42, 215, 218, 389]
- kirusuddi-item-dateline: ಚಿಕ್ಕಮಗಳೂರು:: [42, 1234, 86, 1245]
- kirusuddi-item: [42, 1212, 288, 1352]
- separator-blue: [277, 1592, 837, 1600]
- story1-kicker: ಪತ್ರಿಕಾಗೋಷ್ಠಿಯಲ್ಲಿ ಶಾಸಕ ಎಸ್.ಎನ್. ಚನ್ನಬಸಪ್ಪ ಸಂತಸ: [42, 92, 392, 114]
- sidebar-body1: ಶಿಕಾರಿಪುರ ತಾಲೂಕು ಹೊಸಕೊಪ್ಪ ಗ್ರಾಮದಲ್ಲಿ ನಾಟಿ ವೈದ್ಯ ವಾಸಪ್ಪ ಎಂಬುವವರು ಹಾವು ಕಡಿತಕ್ಕೆ ಚಿಕಿತ್ಸೆ ನೀಡುತ್ತಿದ್ದು ಇದರಿಂದ ಸಾವು ಸಂಭವಿಸಿರುವ ಬಗ್ಗೆ ಮಾಹಿತಿ ಬಂದಿದೆ. ಅವರ ವಿರುದ್ಧ ಕ್ರಮ ಕೈಗೊಂಡು ಮೊಕದ್ದಮೆ ದಾಖಲಿಸುವಂತೆ ಜಿಲ್ಲಾಧಿಕಾರಿ ಸೂಚಿಸಿದರು.: [968, 1638, 1275, 1676]
- story6-kicker: ಕೆನರಾ ಬ್ಯಾಂಕ್ ಕ್ಷೇತ್ರೀಯ ಕಚೇರಿ ಸಹಾಯಕ ಮಹಾ ವ್ಯವಸ್ಥಾಪಕ ಅನಿಲ್ ಕುಮಾರ್ ಝಾ ಮೆಚ್ಚುಗೆ: [306, 1250, 749, 1266]
- registration-dot: [466, 2060, 479, 2073]
- quote-mark-icon: “: [236, 394, 272, 430]
- story6-body-under: ಕೆನರಾ ಬ್ಯಾಂಕ್ ಕೃಷಿಕರು, ಸಣ್ಣ ಉದ್ದಿಮೆದಾರರು ಮತ್ತು ಸ್ವಸಹಾಯ ಸಂಘಗಳಿಗೆ ಸಾಲ ಸೌಲಭ್ಯ ಒದಗಿಸುವ ಮೂಲಕ ದೇಶದ ಆರ್ಥಿಕ ಅಭಿವೃದ್ಧಿಗೆ ಬಹುದೊಡ್ಡ ಕೊಡುಗೆ ನೀಡುತ್ತಿದೆ ಎಂದು ಕೆನರಾ ಬ್ಯಾಂಕ್ ಕ್ಷೇತ್ರೀಯ ಕಚೇರಿ ಸಹಾಯಕ ಮಹಾ ವ್ಯವಸ್ಥಾಪಕ ಅನಿಲ್ ಕುಮಾರ್ ಝಾ ಹೇಳಿದರು. ಪಟ್ಟಣದಲ್ಲಿ ನಡೆದ ಗ್ರಾಹಕರ ಸಮಾವೇಶದಲ್ಲಿ ಮಾತನಾಡಿದ ಅವರು, ಬ್ಯಾಂಕ್ ಈ ವರ್ಷ ರೂ.20 ಹಾಗೂ ರೂ.436 ಪ್ರಧಾನಮಂತ್ರಿ ವಿಮಾ ಯೋಜನೆಗಳನ್ನು ಗ್ರಾಹಕರಿಗೆ ತಲುಪಿಸಿದೆ. 1930 ಸಹಾಯವಾಣಿ ಮೂಲಕ ಸೈಬರ್ ವಂಚನೆ ಕುರಿತು ದೂರು ನೀಡಬಹುದು. ಗ್ರಾಹಕರ ಸುರಕ್ಷತೆಗೆ ಬ್ಯಾಂಕ್ ಆದ್ಯತೆ ನೀಡುತ್ತಿದೆ. ಡಿಜಿಟಲ್ ವಹಿವಾಟು ಹೆಚ್ಚಿಸಲು ಅರಿವು ಮೂಡಿಸಲಾಗುತ್ತಿದೆ ಎಂದರು.: [512, 1501, 882, 1580]
- registration-dot: [141, 2060, 154, 2073]
- registration-dot: [171, 2060, 184, 2073]
- registration-dot: [1211, 2060, 1224, 2073]
- kirusuddi-item-body: [42, 749, 288, 817]
- separator-dashes: [42, 1592, 277, 1600]
- story6-body-right: ಕೆನರಾ ಬ್ಯಾಂಕ್ ಕೃಷಿಕರು, ಸಣ್ಣ ಉದ್ದಿಮೆದಾರರು ಮತ್ತು ಸ್ವಸಹಾಯ ಸಂಘಗಳಿಗೆ ಸಾಲ ಸೌಲಭ್ಯ ಒದಗಿಸುವ ಮೂಲಕ ದೇಶದ ಆರ್ಥಿಕ ಅಭಿವೃದ್ಧಿಗೆ ಬಹುದೊಡ್ಡ ಕೊಡುಗೆ ನೀಡುತ್ತಿದೆ ಎಂದು ಕೆನರಾ ಬ್ಯಾಂಕ್ ಕ್ಷೇತ್ರೀಯ ಕಚೇರಿ ಸಹಾಯಕ ಮಹಾ ವ್ಯವಸ್ಥಾಪಕ ಅನಿಲ್ ಕುಮಾರ್ ಝಾ ಹೇಳಿದರು. ಪಟ್ಟಣದಲ್ಲಿ ನಡೆದ ಗ್ರಾಹಕರ ಸಮಾವೇಶದಲ್ಲಿ ಮಾತನಾಡಿದ ಅವರು, ಬ್ಯಾಂಕ್ ಈ ವರ್ಷ ರೂ.20 ಹಾಗೂ ರೂ.436 ಪ್ರಧಾನಮಂತ್ರಿ ವಿಮಾ ಯೋಜನೆಗಳನ್ನು ಗ್ರಾಹಕರಿಗೆ ತಲುಪಿಸಿದೆ. 1930 ಸಹಾಯವಾಣಿ ಮೂಲಕ ಸೈಬರ್ ವಂಚನೆ ಕುರಿತು ದೂರು ನೀಡಬಹುದು. ಗ್ರಾಹಕರ ಸುರಕ್ಷತೆಗೆ ಬ್ಯಾಂಕ್ ಆದ್ಯತೆ ನೀಡುತ್ತಿದೆ. ಡಿಜಿಟಲ್ ವಹಿವಾಟು ಹೆಚ್ಚಿಸಲು ಅರಿವು ಮೂಡಿಸಲಾಗುತ್ತಿದೆ ಎಂದರು. ಕಾರ್ಯಕ್ರಮದಲ್ಲಿ ಶಾಖಾ ವ್ಯವಸ್ಥಾಪಕರು, ಸಿಬ್ಬಂದಿ ಹಾಗೂ ಗ್ರಾಹಕರು ಉಪಸ್ಥಿತರಿದ್ದರು.: [892, 1333, 1297, 1412]
- kirusuddi-item-dateline: ಚಿಕ್ಕಮಗಳೂರು:: [42, 750, 86, 761]
- story3-dateline: ಕೃಂಗೇರಿ:: [302, 913, 327, 923]
- kirusuddi-item-title: ಮೃತಪಟ್ಟವರ ಬಗ್ಗೆ ಮಾಹಿತಿ ನೀಡಿ: [42, 1363, 174, 1378]
- story2-body-col1: [832, 178, 982, 648]
- story7-body-col5-text: ಜಿಲ್ಲೆಯ ಎಲ್ಲಾ ಪ್ರಾಥಮಿಕ ಆರೋಗ್ಯ ಕೇಂದ್ರಗಳಲ್ಲಿ ಹಾವು ಮತ್ತು ನಾಯಿ ಕಡಿತಕ್ಕೆ ಅಗತ್ಯ ಔಷಧ ದಾಸ್ತಾನು ಇಟ್ಟುಕೊಳ್ಳುವಂತೆ ಜಿಲ್ಲಾಧಿಕಾರಿ ಗುರುದತ್ತ ಹೆಗಡೆ ಆರೋಗ್ಯಾಧಿಕಾರಿಗಳಿಗೆ ಸೂಚನೆ ನೀಡಿದರು. ಜಿಲ್ಲಾ ಆರೋಗ್ಯ ಇಲಾಖೆಯ ವಿವಿಧ ಕಾರ್ಯಕ್ರಮಗಳ ಪ್ರಗತಿ ಪರಿಶೀಲನಾ ಸಭೆಯಲ್ಲಿ ಮಾತನಾಡಿದ ಅವರು, ಮಳೆಗಾಲದಲ್ಲಿ ಹಾವು ಕಡಿತ ಪ್ರಕರಣಗಳು ಹೆಚ್ಚಾಗುತ್ತವೆ. ಜನರು ತಕ್ಷಣ ಆಸ್ಪತ್ರೆಗೆ ಬರುವಂತೆ ಅರಿವು ಮೂಡಿಸಬೇಕು. ನಾಟಿ ವೈದ್ಯರ ಬಳಿ ಹೋಗದಂತೆ ತಿಳಿಸಬೇಕು. ಗ್ರಾಮೀಣ ಭಾಗದಲ್ಲಿ ಆಶಾ ಕಾರ್ಯಕರ್ತೆಯರ ಮೂಲಕ ಜಾಗೃತಿ ಮೂಡಿಸಬೇಕು. ಎಲ್ಲಾ ಆಸ್ಪತ್ರೆಗಳಲ್ಲಿ ಚಿಕಿತ್ಸೆಗೆ ಬೇಕಾದ ಸಿದ್ಧತೆ ಮಾಡಿಕೊಳ್ಳಬೇಕು ಎಂದರು. ಸಭೆಯಲ್ಲಿ ಜಿಲ್ಲಾ ಆರೋಗ್ಯಾಧಿಕಾರಿ ಡಾ.ನಟರಾಜ್ ಹಾಗೂ ತಾಲೂಕು ಆರೋಗ್ಯಾಧಿಕಾರಿಗಳು ಉಪಸ್ಥಿತರಿದ್ದರು.: [762, 1705, 952, 1892]
- divider-row2: [300, 1238, 1297, 1239]
- masthead: [0, 0, 1339, 80]
- story1-pullquote-author: ■ ಚನ್ನಬಸಪ್ಪ ಶಾಸಕ: [236, 541, 295, 551]
- divider-story4-5: [744, 944, 1297, 945]
- story2-kicker: ಮಾಜಿ ಸಂಸದ ಆಯನೂರು ಮಂಜುನಾಥ ಕಳವಳ: [834, 96, 1050, 112]
- registration-marks-left: [125, 2060, 185, 2078]
- sidebar-body3: ರಾತ್ರಿ ವೇಳೆ ಹೊಲ ಗದ್ದೆಗಳಿಗೆ ತೆರಳುವ ರೈತರು ಟಾರ್ಚ್ ಬಳಸಬೇಕು. ಬೂಟು ಧರಿಸಬೇಕು. ಹಾವು ಕಡಿತಕ್ಕೊಳಗಾದವರನ್ನು ತಕ್ಷಣ ಸಮೀಪದ ಆಸ್ಪತ್ರೆಗೆ ಕರೆದೊಯ್ಯಬೇಕು. ಗ್ರಾಮ ಪಂಚಾಯಿತಿ ಮಟ್ಟದಲ್ಲಿ ಜಾಗೃತಿ ಕಾರ್ಯಕ್ರಮ ಹಮ್ಮಿಕೊಳ್ಳಬೇಕು ಎಂದರು.: [968, 1778, 1287, 1816]
- masthead-logo-block: [42, 10, 354, 78]
- kirusuddi-item: [42, 1362, 288, 1582]
- story3-kicker: ಸಾಹಿತಿ ರಾಧಕೃಷ್ಣ ಕೆ. ಉಳಿಯತ್ತಡ್ಕ: [302, 676, 454, 692]
- masthead-logo-text: ಹೊಸದಿಗಂತ: [126, 15, 237, 45]
- registration-dot: [861, 2060, 874, 2073]
- story4-body-under: ಅಸಂಘಟಿತ ಕಾರ್ಮಿಕರಾಗಿರುವ ಕಟ್ಟಡ ಕಾರ್ಮಿಕರ ಸೇವೆ ಗಮನಾರ್ಹವಾಗಿದ್ದು ಅವರ ಸಮಸ್ಯೆಗಳಿಗೆ ಸರಕಾರ ಸ್ಪಂದಿಸುತ್ತಿದೆ ಎಂದು ಶಾಸಕ ಟಿ.ಡಿ. ರಾಜೇಗೌಡ ಹೇಳಿದರು. ಪಟ್ಟಣದಲ್ಲಿ ಕಾರ್ಮಿಕ ಇಲಾಖೆ ವತಿಯಿಂದ ಕಿಟ್ ವಿತರಣೆ ಕಾರ್ಯಕ್ರಮದಲ್ಲಿ ಮಾತನಾಡಿದ ಅವರು, 2007 ರಲ್ಲಿ ಆರಂಭಗೊಂಡ ಕಟ್ಟಡ ಕಾರ್ಮಿಕರ ಕಲ್ಯಾಣ ಮಂಡಳಿಯು ಕಾರ್ಮಿಕರಿಗೆ ಹಲವು ಸೌಲಭ್ಯ ಒದಗಿಸುತ್ತಿದೆ. ಕಾರ್ಮಿಕರು ನೋಂದಣಿ ಮಾಡಿಸಿಕೊಂಡು ಸೌಲಭ್ಯ: [942, 831, 1132, 923]
- story1-pullquote: ಮೇ 28ರಿಂದ ಜೂನ್ 5ರವರೆಗೆ ಶಿಬಿರದಲ್ಲಿ ವರ್ಗ ಮತ್ತು ಅಲ್ಲ ಸಂಖ್ಯಾತ ಅಲ್ಪಸಂಖ್ಯಾತರ ಶಾಸಕರ ಸದನ ಸಮಿತಿಯು ಅಸ್ತಾಂ ಸೇರಿದಂತೆ ವಿವಿಧೆಡೆ ಪ್ರವಾಸ ಹಮ್ಮಿಕೊಂಡಿದೆ. ಈ ಅಧ್ಯಯನ ಪ್ರವಾಸಕ್ಕೆ ಅಡ್ಡಿಯಿಲ್ಲ. ಹೀಗಾಗಿ ಪ್ರವಾಸಕ್ಕೆ ಹೋಗುತ್ತೇನೆ.: [280, 391, 419, 454]
- story3-body-text: ಕನ್ನಡ ಬೆಳೆಯಬೇಕು ಎಂದರೆ ನಮ್ಮಲ್ಲಿ ಸಹೃದಯತೆ ಇರಬೇಕು ಎಂದು ಸಾಹಿತಿ ರಾಧಾಕೃಷ್ಣ ಕೆ. ಉಳಿಯತ್ತಡ್ಕ ಅಭಿಪ್ರಾಯಪಟ್ಟರು. ಪಟ್ಟಣದಲ್ಲಿ ಕನ್ನಡ ಸಾಹಿತ್ಯ ಪರಿಷತ್ ಹಮ್ಮಿಕೊಂಡಿದ್ದ ದತ್ತಿ ಉಪನ್ಯಾಸ ಕಾರ್ಯಕ್ರಮದಲ್ಲಿ ಮಾತನಾಡಿದ ಅವರು, ಭಾಷೆಯನ್ನು ಪ್ರೀತಿಸುವ ಮನಸ್ಸು ಬೆಳೆಸಿಕೊಳ್ಳಬೇಕು. ಕನ್ನಡ ಸಾಹಿತ್ಯ ಸಮೃದ್ಧವಾಗಿದೆ. ಅದನ್ನು ಓದುವ ಅಭ್ಯಾಸ ಯುವಜನರಲ್ಲಿ ಬೆಳೆಯಬೇಕು. ಮನೆ ಮನೆಗಳಲ್ಲಿ ಕನ್ನಡ ಪುಸ್ತಕಗಳು ಇರಬೇಕು ಎಂದರು. ಕಾರ್ಯಕ್ರಮದಲ್ಲಿ ಪರಿಷತ್ ಅಧ್ಯಕ್ಷ ಸೇರಿದಂತೆ ಹಲವು ಗಣ್ಯರು ಭಾಗವಹಿಸಿದ್ದರು. ವೇದಿಕೆ ಸಂಚಾಲಕ ಸುಭಾಷ್ ಪರ್ಲ ಮಾತನಾಡಿ, ಸಾಹಿತ್ಯ ಕೃತಿಗಳ ರಚನೆಯಲ್ಲಿ ಸಾಹಿತಿಗಳ ಪರಿಶ್ರಮ ದೊಡ್ಡದು. ಸಮಾಜದ ಸಮಸ್ಯೆಗಳನ್ನು ಸಾಹಿತ್ಯ ಪ್ರತಿಬಿಂಬಿಸುತ್ತದೆ ಎಂದರು. ವಿದ್ಯಾರ್ಥಿಗಳು, ಶಿಕ್ಷಕರು ಹಾಗೂ ಸಾಹಿತ್ಯಾಸಕ್ತರು ಉಪಸ್ಥಿತರಿದ್ದರು.: [302, 913, 730, 992]
- registration-dot: [496, 2060, 509, 2073]
- story2-body-col2-text: ವಿಧಾನಸಭಾಧ್ಯಕ್ಷರ ಪೀಠಕ್ಕೆ ಅಗೌರವ ತೋರಿದ ಆರೋಪದಡಿಯಲ್ಲಿ ಬಿಜೆಪಿಯ 18 ಶಾಸಕರ ಅಮಾನತು ವಾಪಸ್ ಪಡೆದಿರುವುದು ಕಾನೂನು ಬಾಹಿರ ಕ್ರಮವಾಗಿದೆ ಎಂದು ಮಾಜಿ ಸಂಸದ ಆಯನೂರು ಮಂಜುನಾಥ ಕಳವಳ ವ್ಯಕ್ತಪಡಿಸಿದರು. ಸೋಮವಾರ ಪತ್ರಿಕಾಗೋಷ್ಠಿಯಲ್ಲಿ ಮಾತನಾಡಿದ ಅವರು, ಸಭಾಧ್ಯಕ್ಷರು ತಮ್ಮ ಪೀಠದ ಗೌರವವನ್ನು ತಾವೇ ಕಡಿಮೆ ಮಾಡಿಕೊಂಡಿದ್ದಾರೆ. ಸದನದ ನಿಯಮಾವಳಿ 348ರ ಪ್ರಕಾರ ಅಮಾನತು ಮಾಡಲಾಗಿತ್ತು. ಆದರೆ ಈಗ ಯಾವ ನಿಯಮದಡಿ ವಾಪಸ್ ಪಡೆಯಲಾಗಿದೆ ಎಂಬುದನ್ನು ಸ್ಪಷ್ಟಪಡಿಸಬೇಕು ಎಂದರು.: [992, 377, 1114, 551]
- story1-sidebox-title: ತಿಲಕ್ ಮೈದಾನ ಎಂದು ನಾಮಕರಣ: [443, 395, 547, 430]
- registration-dot: [876, 2060, 889, 2073]
